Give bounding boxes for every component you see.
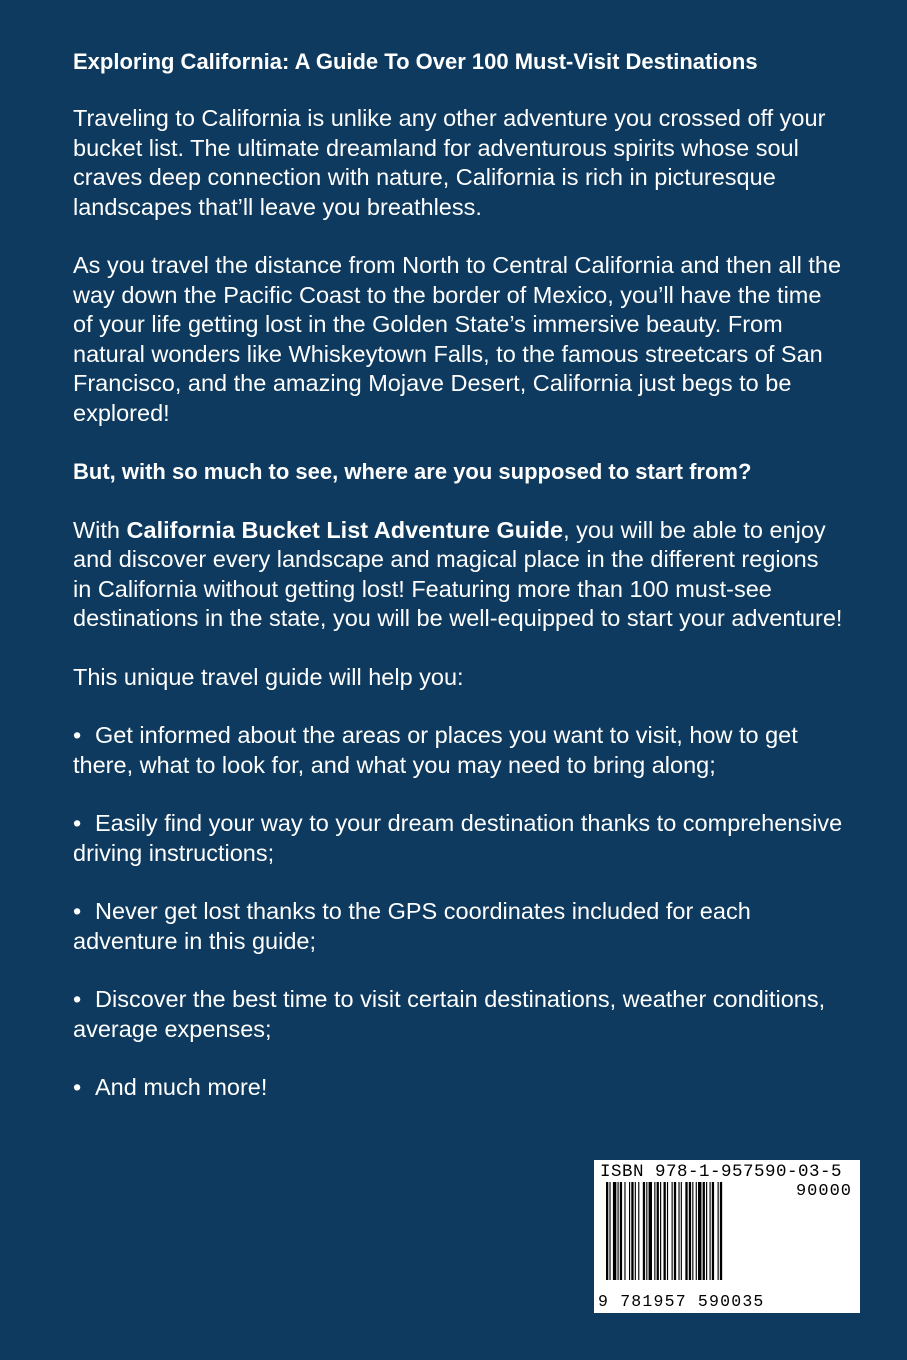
barcode-bar	[685, 1182, 687, 1280]
list-item-text: Discover the best time to visit certain destinations, weather conditions, average expenses;	[73, 986, 826, 1042]
barcode-bar	[631, 1182, 633, 1280]
isbn-barcode	[594, 1160, 860, 1313]
intro-paragraph: Traveling to California is unlike any other adventure you crossed off your bucket list. The ultimate dreamland for adventurous spirits whose soul craves deep connection with nature, California is rich in picturesque landscapes that’ll leave you breathless.	[73, 105, 826, 220]
barcode-bar	[620, 1182, 622, 1280]
list-item	[73, 1073, 843, 1103]
barcode-bar	[692, 1182, 693, 1280]
list-item	[73, 897, 843, 956]
list-item-text: Never get lost thanks to the GPS coordinates included for each adventure in this guide;	[73, 898, 751, 954]
question-heading: But, with so much to see, where are you supposed to start from?	[73, 459, 752, 484]
barcode-bar	[696, 1182, 697, 1280]
barcode-bar	[646, 1182, 647, 1280]
guide-suffix: , you will be able to enjoy and discover every landscape and magical place in the different regions in California without getting lost! Featuring more than 100 must-see destinations in the state, you will be well-equipped to start your adventure!	[73, 516, 843, 631]
ean-number: 9 781957 590035	[598, 1292, 765, 1311]
barcode-bar	[643, 1182, 645, 1280]
barcode-bar	[657, 1182, 659, 1280]
barcode-bar	[624, 1182, 625, 1280]
list-item-text: And much more!	[95, 1074, 268, 1100]
barcode-bar	[718, 1182, 719, 1280]
cover-text	[73, 47, 843, 1132]
list-item	[73, 721, 843, 780]
barcode-bar	[638, 1182, 639, 1280]
journey-paragraph: As you travel the distance from North to Central California and then all the way down the Pacific Coast to the border of Mexico, you’ll have the time of your life getting lost in the Golden State’s immersive beauty. From natural wonders like Whiskeytown Falls, to the famous streetcars of San Francisco, and the amazing Mojave Desert, California just begs to be explored!	[73, 252, 842, 426]
list-intro: This unique travel guide will help you:	[73, 663, 464, 690]
barcode-bars	[606, 1182, 776, 1280]
barcode-bar	[720, 1182, 722, 1280]
blurb-title: Exploring California: A Guide To Over 100 Must-Visit Destinations	[73, 49, 758, 74]
guide-prefix: With	[73, 516, 127, 543]
bullet-icon: •	[73, 898, 82, 924]
barcode-bar	[710, 1182, 711, 1280]
benefit-list	[73, 721, 843, 1103]
barcode-bar	[698, 1182, 701, 1280]
barcode-bar	[606, 1182, 608, 1280]
barcode-bar	[681, 1182, 682, 1280]
guide-paragraph	[73, 516, 843, 634]
barcode-bar	[672, 1182, 673, 1280]
barcode-bar	[660, 1182, 661, 1280]
barcode-bar	[667, 1182, 668, 1280]
barcode-bar	[674, 1182, 676, 1280]
bullet-icon: •	[73, 986, 82, 1012]
list-item	[73, 985, 843, 1044]
barcode-bar	[629, 1182, 630, 1280]
bullet-icon: •	[73, 722, 82, 748]
barcode-bar	[706, 1182, 707, 1280]
barcode-bar	[664, 1182, 666, 1280]
list-item	[73, 809, 843, 868]
barcode-bar	[635, 1182, 636, 1280]
barcode-bar	[703, 1182, 705, 1280]
barcode-bar	[618, 1182, 619, 1280]
price-code: 90000	[795, 1182, 852, 1201]
list-item-text: Easily find your way to your dream destination thanks to comprehensive driving instructions;	[73, 810, 843, 866]
barcode-bar	[678, 1182, 679, 1280]
bullet-icon: •	[73, 810, 82, 836]
barcode-bar	[689, 1182, 691, 1280]
book-title: California Bucket List Adventure Guide	[126, 516, 564, 543]
list-item-text: Get informed about the areas or places you want to visit, how to get there, what to look for, and what you may need to bring along;	[73, 722, 798, 778]
barcode-bar	[613, 1182, 616, 1280]
barcode-bar	[609, 1182, 610, 1280]
isbn-label: ISBN 978-1-957590-03-5	[600, 1162, 843, 1182]
barcode-bar	[649, 1182, 652, 1280]
barcode-bar	[712, 1182, 714, 1280]
barcode-bar	[654, 1182, 655, 1280]
bullet-icon: •	[73, 1074, 82, 1100]
